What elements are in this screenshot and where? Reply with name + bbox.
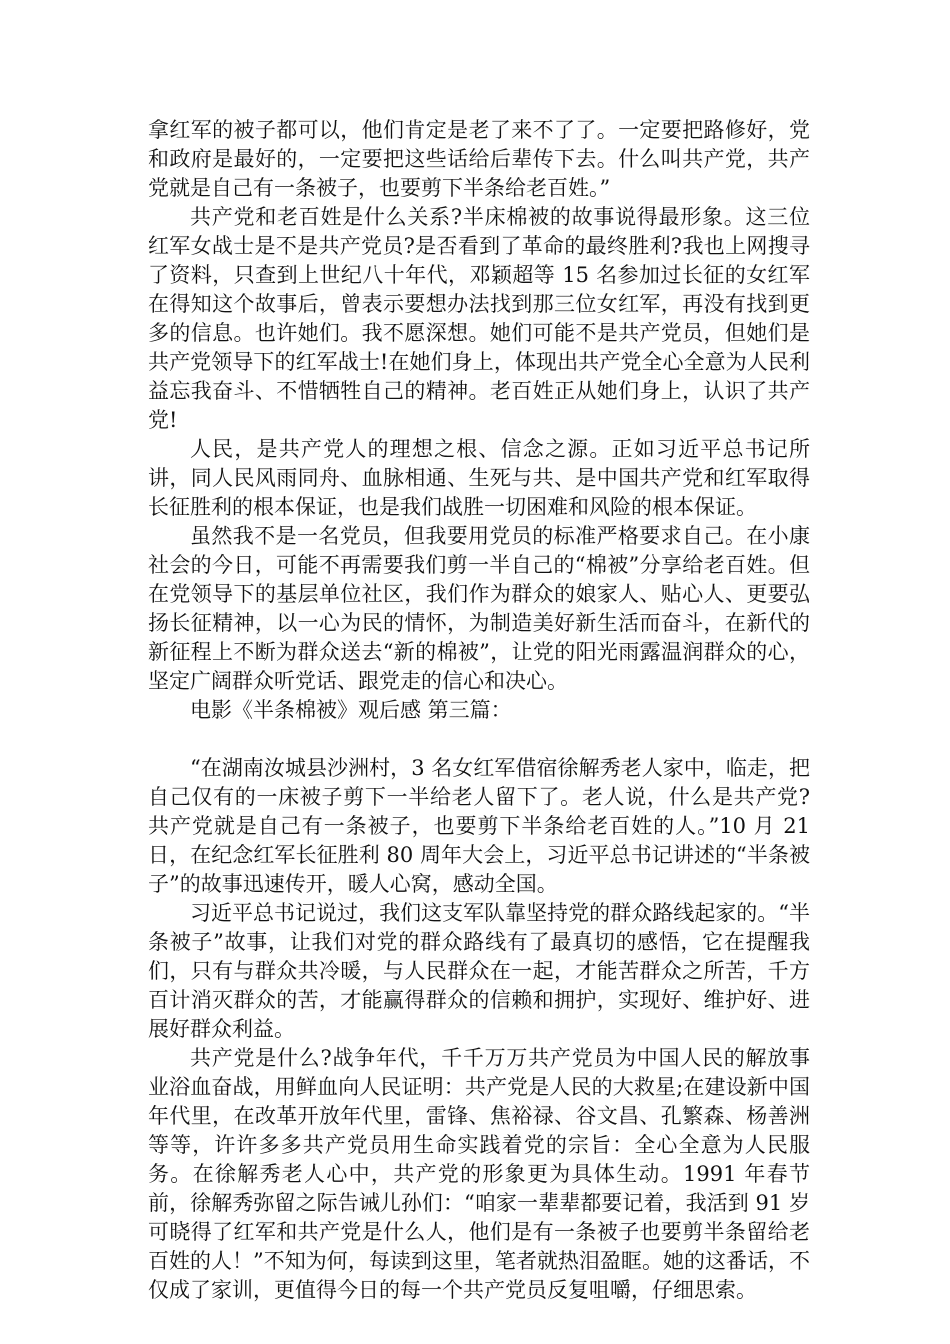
paragraph-relationship: 共产党和老百姓是什么关系?半床棉被的故事说得最形象。这三位红军女战士是不是共产党员?是否看到了革命的最终胜利?我也上网搜寻了资料，只查到上世纪八十年代，邓颖超等 15 名参加过长征的女红军在得知这个故事后，曾表示要想办法找到那三位女红军，再没有找到更多的信息。也许她们。我不愿深想。她们可能不是共产党员，但她们是共产党领导下的红军战士!在她们身上，体现出共产党全心全意为人民利益忘我奋斗、不惜牺牲自己的精神。老百姓正从她们身上，认识了共产党! <box>148 205 810 432</box>
paragraph-people-root: 人民，是共产党人的理想之根、信念之源。正如习近平总书记所讲，同人民风雨同舟、血脉相通、生死与共、是中国共产党和红军取得长征胜利的根本保证，也是我们战胜一切困难和风险的根本保证。 <box>148 437 810 519</box>
paragraph-continuation: 拿红军的被子都可以，他们肯定是老了来不了了。一定要把路修好，党和政府是最好的，一定要把这些话给后辈传下去。什么叫共产党，共产党就是自己有一条被子，也要剪下半条给老百姓。” <box>148 118 810 200</box>
paragraph-story-intro: “在湖南汝城县沙洲村，3 名女红军借宿徐解秀老人家中，临走，把自己仅有的一床被子剪下一半给老人留下了。老人说，什么是共产党?共产党就是自己有一条被子，也要剪下半条给老百姓的人。”10 月 21 日，在纪念红军长征胜利 80 周年大会上，习近平总书记讲述的“半条被子”的故事迅速传开，暖人心窝，感动全国。 <box>148 756 810 896</box>
paragraph-personal-commitment: 虽然我不是一名党员，但我要用党员的标准严格要求自己。在小康社会的今日，可能不再需要我们剪一半自己的“棉被”分享给老百姓。但在党领导下的基层单位社区，我们作为群众的娘家人、贴心人、更要弘扬长征精神，以一心为民的情怀，为制造美好新生活而奋斗，在新代的新征程上不断为群众送去“新的棉被”，让党的阳光雨露温润群众的心，坚定广阔群众听党话、跟党走的信心和决心。 <box>148 524 810 693</box>
paragraph-what-is-party: 共产党是什么?战争年代，千千万万共产党员为中国人民的解放事业浴血奋战，用鲜血向人民证明：共产党是人民的大救星;在建设新中国年代里，在改革开放年代里，雷锋、焦裕禄、谷文昌、孔繁森、杨善洲等等，许许多多共产党员用生命实践着党的宗旨：全心全意为人民服务。在徐解秀老人心中，共产党的形象更为具体生动。1991 年春节前，徐解秀弥留之际告诫儿孙们：“咱家一辈辈都要记着，我活到 91 岁可晓得了红军和共产党是什么人，他们是有一条被子也要剪半条留给老百姓的人！”不知为何，每读到这里，笔者就热泪盈眶。她的这番话，不仅成了家训，更值得今日的每一个共产党员反复咀嚼，仔细思索。 <box>148 1046 810 1302</box>
paragraph-mass-line: 习近平总书记说过，我们这支军队靠坚持党的群众路线起家的。“半条被子”故事，让我们对党的群众路线有了最真切的感悟，它在提醒我们，只有与群众共冷暖，与人民群众在一起，才能苦群众之所苦，千方百计消灭群众的苦，才能赢得群众的信赖和拥护，实现好、维护好、进展好群众利益。 <box>148 901 810 1041</box>
document-body <box>148 116 810 1305</box>
section-heading-third: 电影《半条棉被》观后感 第三篇： <box>190 698 512 722</box>
blank-line <box>148 725 810 754</box>
